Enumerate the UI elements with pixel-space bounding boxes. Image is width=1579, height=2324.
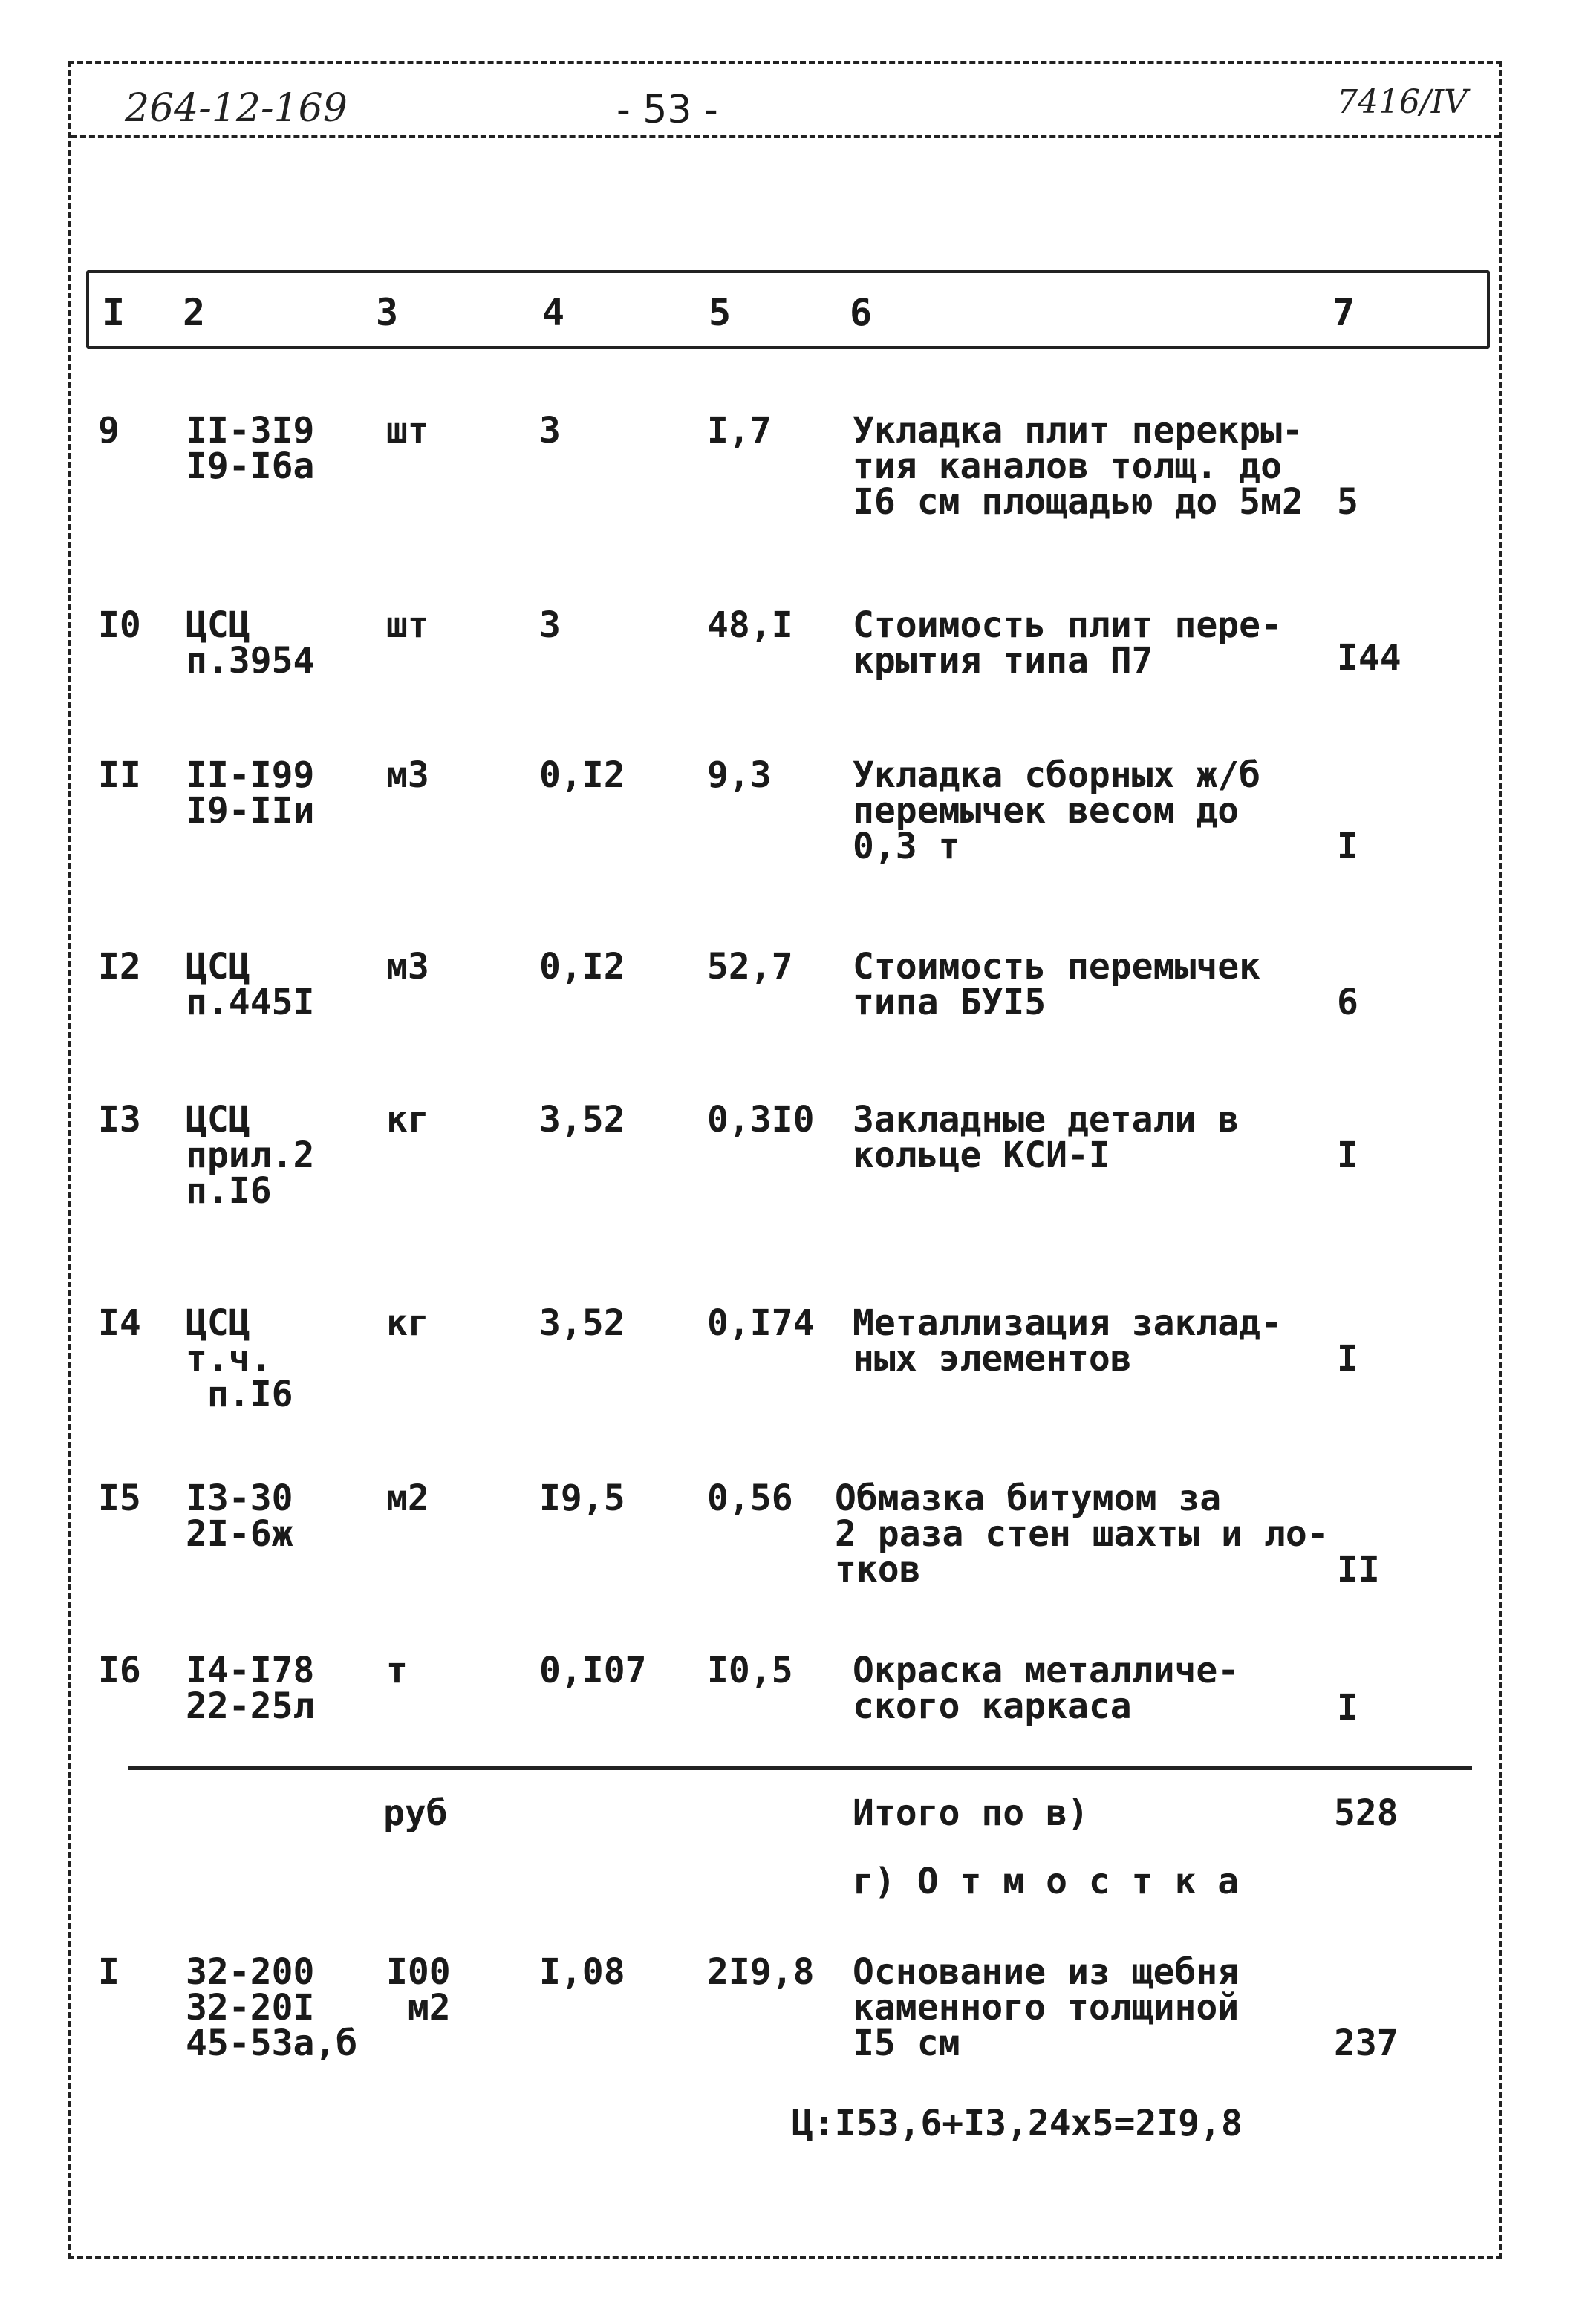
row-code: II-3I9 I9-I6а <box>186 410 315 487</box>
row-price: 0,3I0 <box>707 1099 815 1140</box>
row-unit: м2 <box>386 1478 429 1519</box>
row-num: I3 <box>98 1099 141 1140</box>
row-price: 48,I <box>707 604 793 646</box>
doc-number: 264-12-169 <box>125 86 348 131</box>
row-code: ЦСЦ п.3954 <box>186 604 315 682</box>
header-divider <box>71 135 1500 138</box>
row-price: 52,7 <box>707 946 793 988</box>
row-qty: I,08 <box>539 1951 625 1993</box>
row-code: ЦСЦ прил.2 п.I6 <box>186 1099 315 1212</box>
row-num: I0 <box>98 604 141 646</box>
row-qty: 3 <box>539 604 561 646</box>
subtotal-unit: руб <box>383 1792 448 1834</box>
row-unit: м3 <box>386 946 429 988</box>
subtotal-label: Итого по в) <box>853 1792 1089 1834</box>
row-code: ЦСЦ п.445I <box>186 946 315 1023</box>
row-code: ЦСЦ т.ч. п.I6 <box>186 1302 293 1415</box>
row-unit: кг <box>386 1302 429 1344</box>
row-total: 6 <box>1337 982 1358 1023</box>
row-desc: Основание из щебня каменного толщиной I5 см <box>853 1951 1240 2064</box>
row-desc: Окраска металличе- ского каркаса <box>853 1650 1240 1727</box>
row-price: 0,56 <box>707 1478 793 1519</box>
row-num: I5 <box>98 1478 141 1519</box>
row-qty: 3,52 <box>539 1302 625 1344</box>
col-header-6: 6 <box>850 291 873 334</box>
page-number: - 53 - <box>616 88 718 132</box>
section-title: г) О т м о с т к а <box>853 1861 1240 1902</box>
subtotal-total: 528 <box>1334 1792 1399 1834</box>
row-total: II <box>1337 1549 1380 1590</box>
row-num: 9 <box>98 410 120 451</box>
row-price: I0,5 <box>707 1650 793 1691</box>
col-header-2: 2 <box>183 291 206 334</box>
row-desc: Стоимость перемычек типа БУI5 <box>853 946 1261 1023</box>
col-header-5: 5 <box>709 291 732 334</box>
row-qty: 3,52 <box>539 1099 625 1140</box>
row-code: 32-200 32-20I 45-53а,б <box>186 1951 358 2064</box>
row-desc: Обмазка битумом за 2 раза стен шахты и ло- тков <box>835 1478 1329 1590</box>
row-desc: Закладные детали в кольце КСИ-I <box>853 1099 1240 1176</box>
row-desc: Укладка плит перекры- тия каналов толщ. до I6 см площадью до 5м2 <box>853 410 1303 523</box>
col-header-3: 3 <box>376 291 399 334</box>
row-total: I44 <box>1337 637 1401 679</box>
row-unit: шт <box>386 604 429 646</box>
row-unit: I00 м2 <box>386 1951 451 2028</box>
row-price: 9,3 <box>707 754 772 796</box>
row-num: I2 <box>98 946 141 988</box>
row-unit: м3 <box>386 754 429 796</box>
row-num: I4 <box>98 1302 141 1344</box>
row-num: I <box>98 1951 120 1993</box>
row-qty: I9,5 <box>539 1478 625 1519</box>
subtotal-rule <box>128 1766 1472 1770</box>
album-number: 7416/IV <box>1337 83 1468 121</box>
row-price: 0,I74 <box>707 1302 815 1344</box>
row-unit: т <box>386 1650 408 1691</box>
row-price: 2I9,8 <box>707 1951 815 1993</box>
row-price: I,7 <box>707 410 772 451</box>
row-total: I <box>1337 1338 1358 1380</box>
row-qty: 0,I07 <box>539 1650 647 1691</box>
row-unit: шт <box>386 410 429 451</box>
row-total: I <box>1337 1135 1358 1176</box>
row-unit: кг <box>386 1099 429 1140</box>
col-header-7: 7 <box>1332 291 1355 334</box>
column-header-box <box>86 270 1490 349</box>
row-total: 5 <box>1337 481 1358 523</box>
row-qty: 3 <box>539 410 561 451</box>
col-header-1: I <box>102 291 126 334</box>
row-qty: 0,I2 <box>539 754 625 796</box>
row-qty: 0,I2 <box>539 946 625 988</box>
row-code: II-I99 I9-IIи <box>186 754 315 832</box>
row-desc: Металлизация заклад- ных элементов <box>853 1302 1282 1380</box>
row-num: II <box>98 754 141 796</box>
row-total: I <box>1337 1687 1358 1729</box>
price-formula: Ц:I53,6+I3,24х5=2I9,8 <box>792 2103 1243 2144</box>
row-code: I4-I78 22-25л <box>186 1650 315 1727</box>
row-desc: Стоимость плит пере- крытия типа П7 <box>853 604 1282 682</box>
row-num: I6 <box>98 1650 141 1691</box>
col-header-4: 4 <box>542 291 565 334</box>
row-total: 237 <box>1334 2023 1399 2064</box>
row-desc: Укладка сборных ж/б перемычек весом до 0,3 т <box>853 754 1261 867</box>
row-total: I <box>1337 826 1358 867</box>
row-code: I3-30 2I-6ж <box>186 1478 293 1555</box>
